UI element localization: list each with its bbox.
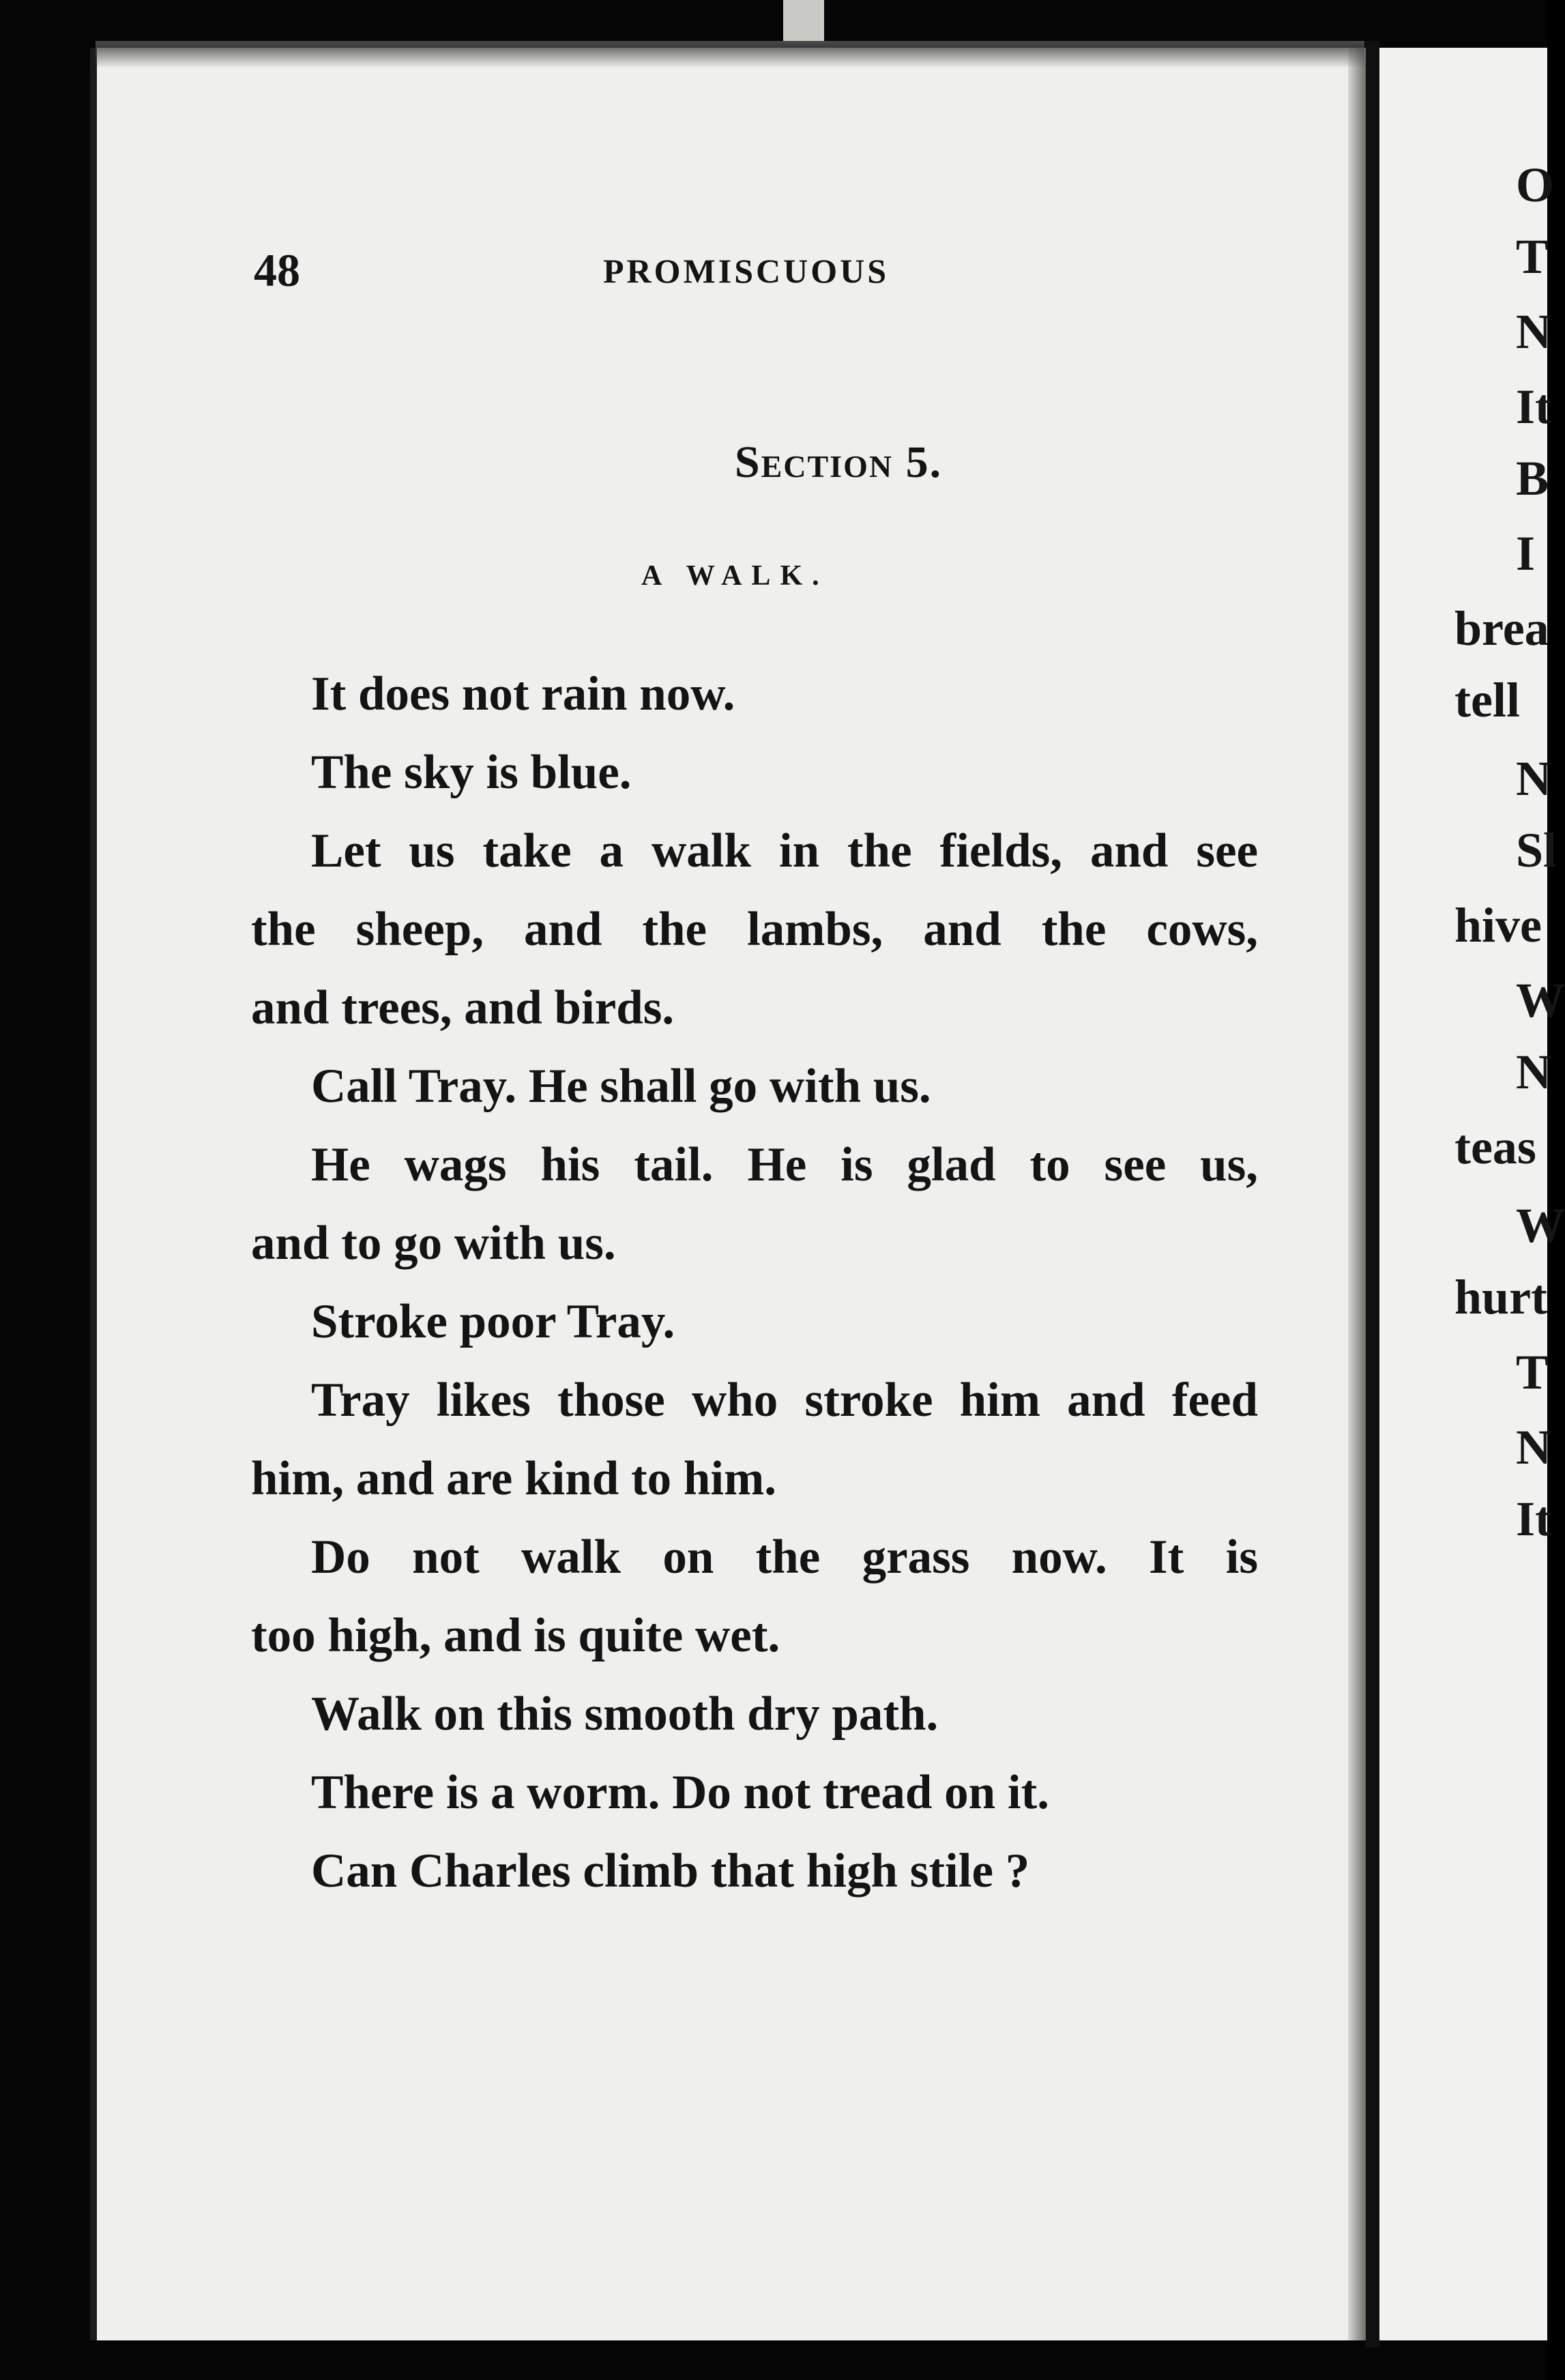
section-title: Section 5. bbox=[734, 437, 943, 487]
binding-notch bbox=[783, 0, 824, 41]
text-line: He wags his tail. He is glad to see us, bbox=[311, 1138, 1258, 1191]
text-line: It does not rain now. bbox=[311, 667, 735, 721]
book-gutter bbox=[1366, 41, 1379, 2347]
text-line: and to go with us. bbox=[251, 1217, 616, 1270]
right-page-fragment: B bbox=[1516, 451, 1549, 506]
text-line: Stroke poor Tray. bbox=[311, 1295, 675, 1348]
right-page-fragment: N bbox=[1516, 1420, 1551, 1475]
right-page-fragment: W bbox=[1516, 1198, 1565, 1253]
right-page-fragment: N bbox=[1516, 304, 1551, 359]
right-page-fragment: It bbox=[1516, 379, 1551, 434]
text-line: too high, and is quite wet. bbox=[251, 1609, 780, 1662]
right-page-fragment: It bbox=[1516, 1492, 1551, 1546]
text-line: Do not walk on the grass now. It is bbox=[311, 1530, 1258, 1584]
right-page-fragment: brea bbox=[1454, 601, 1549, 656]
body-text bbox=[251, 655, 1258, 1911]
right-page-fragment: teas bbox=[1454, 1120, 1536, 1174]
right-page-fragment: T bbox=[1516, 1345, 1549, 1399]
text-line: the sheep, and the lambs, and the cows, bbox=[251, 903, 1258, 956]
page-number: 48 bbox=[254, 244, 300, 296]
right-page-fragment: N bbox=[1516, 1045, 1551, 1099]
right-page-fragment: W bbox=[1516, 973, 1565, 1028]
text-line: Walk on this smooth dry path. bbox=[311, 1687, 939, 1741]
text-line: There is a worm. Do not tread on it. bbox=[311, 1766, 1050, 1819]
right-page-fragment: Sl bbox=[1516, 823, 1557, 877]
right-page-fragment: I bbox=[1516, 526, 1536, 581]
text-line: Can Charles climb that high stile ? bbox=[311, 1844, 1030, 1898]
section-subtitle: A WALK. bbox=[641, 560, 829, 592]
text-line: The sky is blue. bbox=[311, 746, 632, 799]
text-line: Let us take a walk in the fields, and see bbox=[311, 824, 1258, 877]
text-line: and trees, and birds. bbox=[251, 981, 675, 1034]
page-top-shadow bbox=[96, 41, 1364, 68]
right-page-fragment: tell bbox=[1454, 673, 1520, 727]
text-line: him, and are kind to him. bbox=[251, 1452, 777, 1505]
text-line: Tray likes those who stroke him and feed bbox=[311, 1374, 1258, 1427]
right-page-fragment: O bbox=[1516, 158, 1555, 212]
right-page-fragment: N bbox=[1516, 751, 1551, 806]
right-page-fragment: hurt bbox=[1454, 1270, 1548, 1324]
right-page-fragment: T bbox=[1516, 229, 1549, 284]
text-line: Call Tray. He shall go with us. bbox=[311, 1060, 931, 1113]
running-head: PROMISCUOUS bbox=[603, 252, 890, 290]
right-page bbox=[1379, 48, 1565, 2340]
right-page-fragment: hive bbox=[1454, 898, 1542, 953]
